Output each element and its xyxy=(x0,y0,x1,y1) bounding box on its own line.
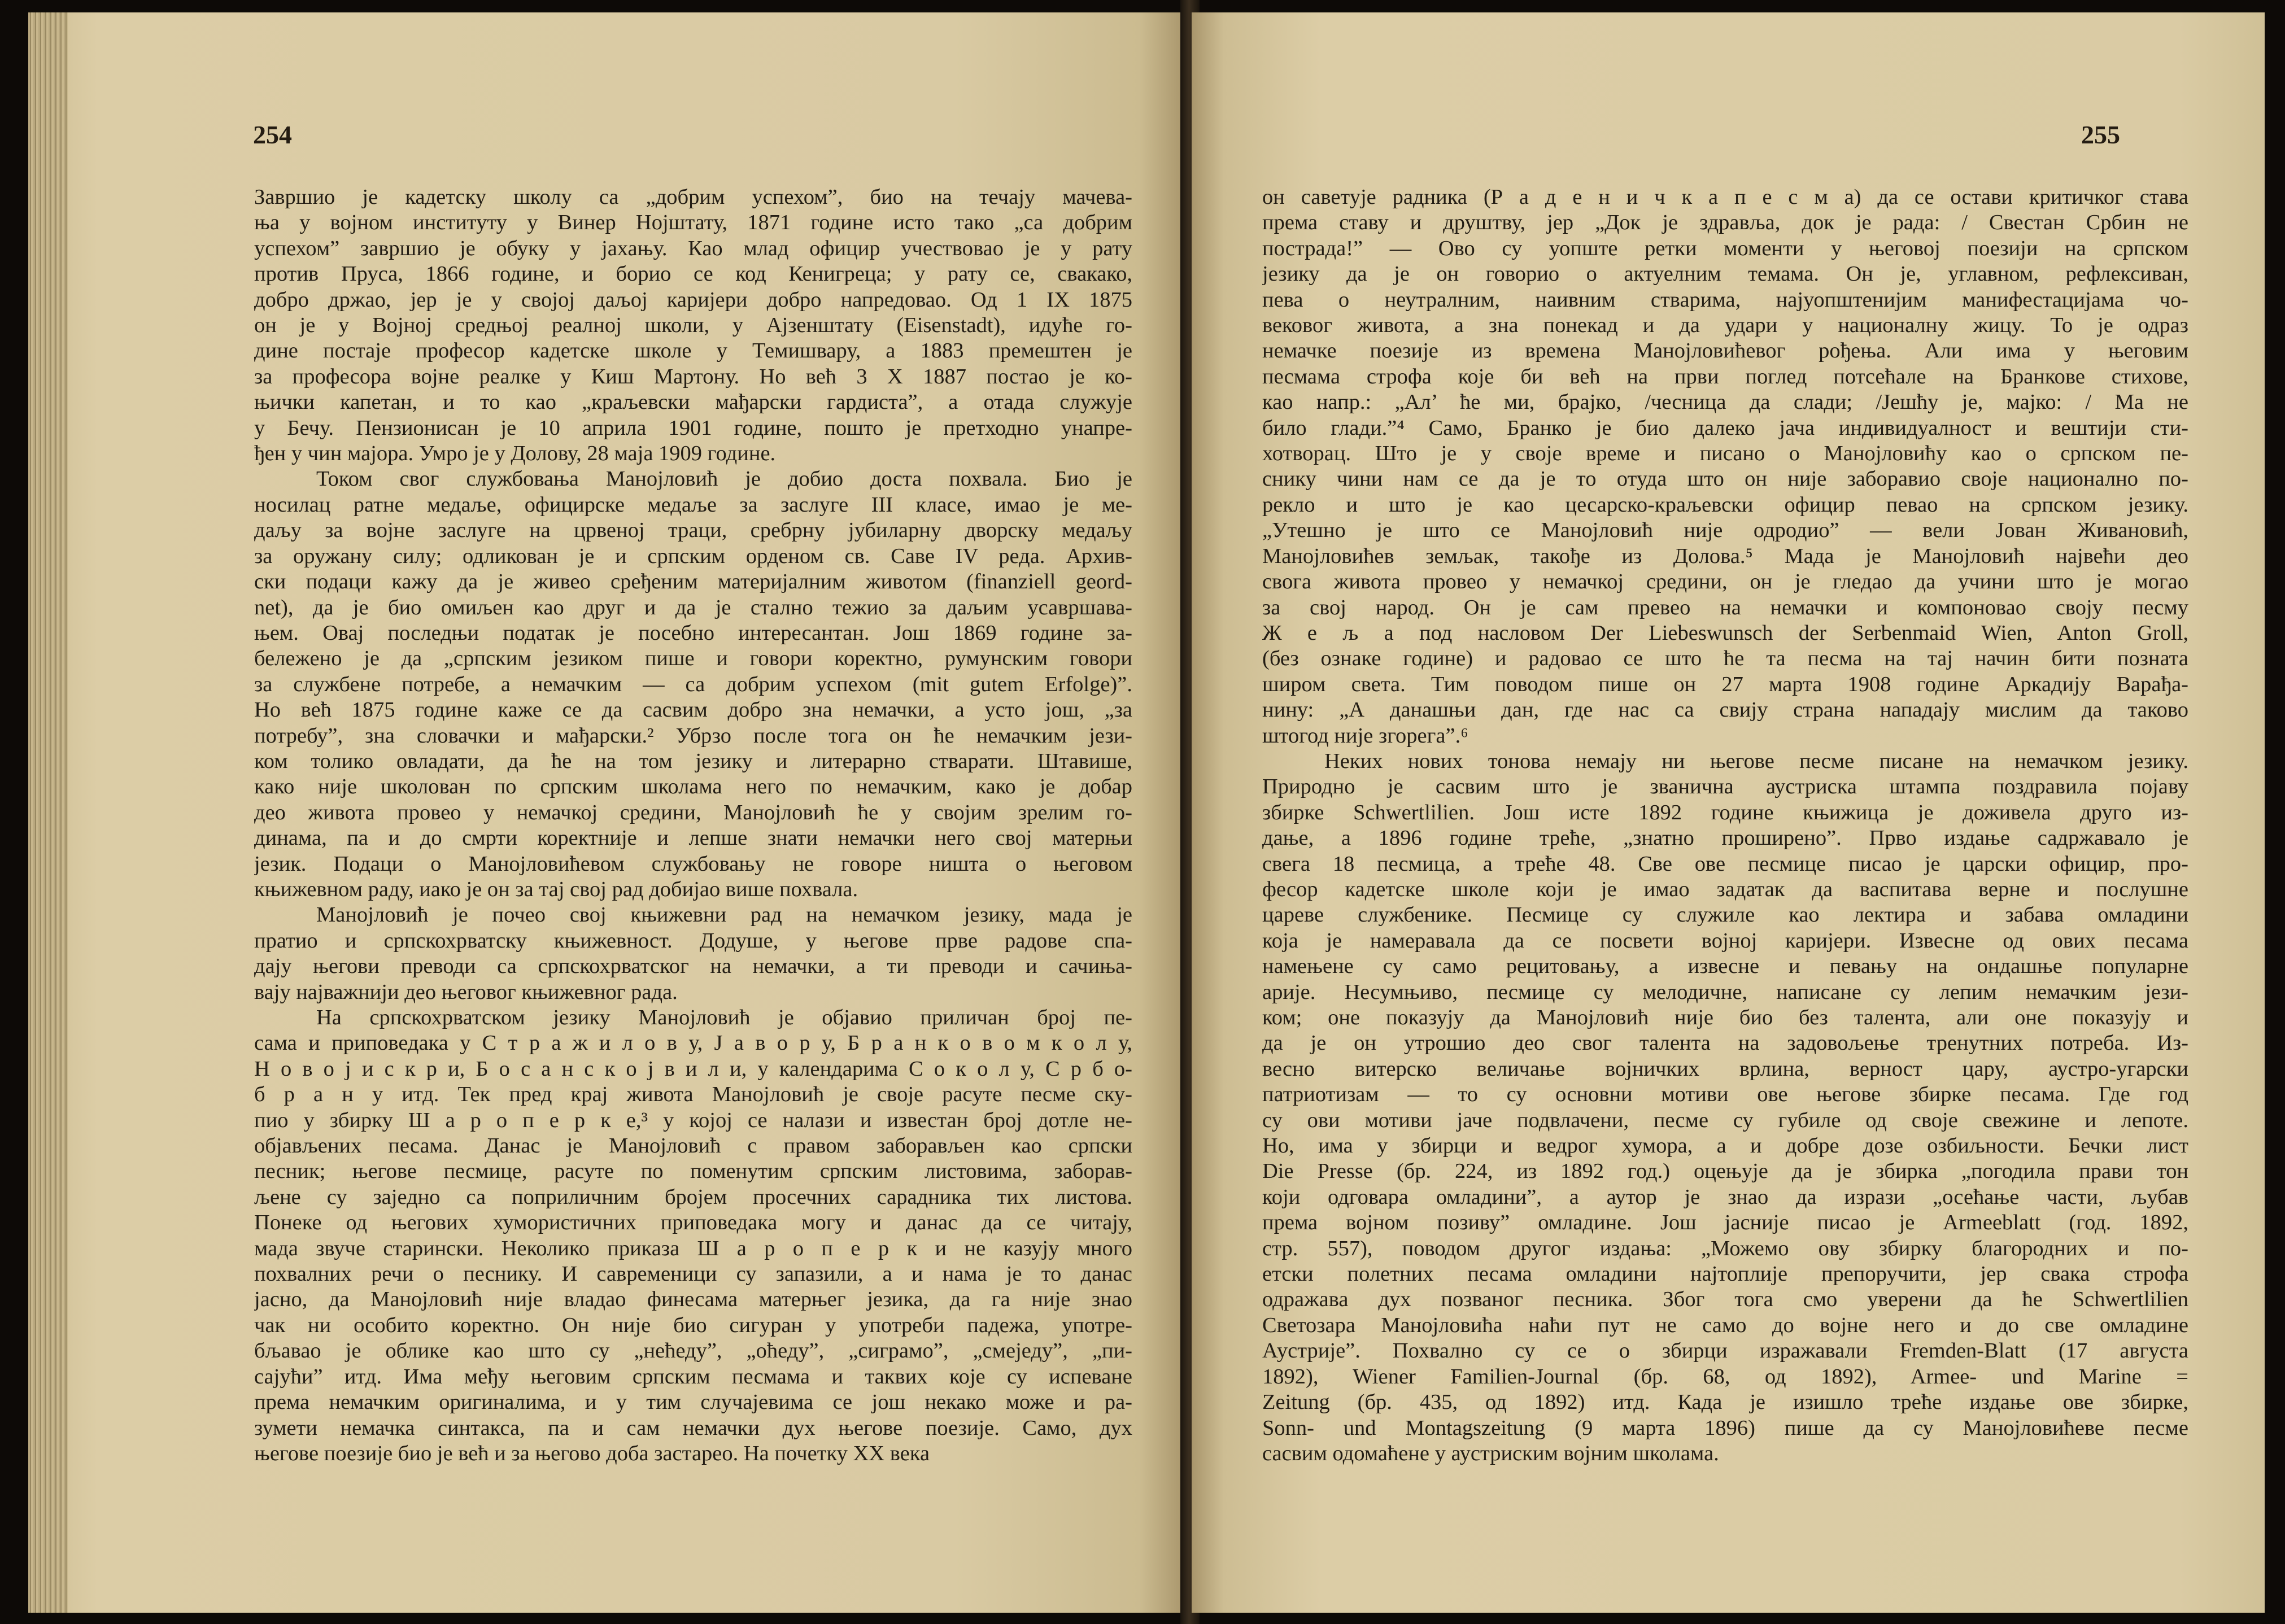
text-line: бележено је да „српским језиком пише и говори коректно, румунским говори xyxy=(254,647,1132,671)
text-line: цареве службенике. Песмице су служиле као лектира и забава омладини xyxy=(1262,903,2188,927)
text-line: песник; његове песмице, расуте по поменутим српским листовима, заборав- xyxy=(254,1159,1132,1184)
text-line: похвалних речи о песнику. И савременици су запазили, а и нама је то данас xyxy=(254,1262,1132,1286)
text-line: чак ни особито коректно. Он није био сигуран у употреби падежа, употре- xyxy=(254,1313,1132,1337)
text-line: су ови мотиви јаче подвлачени, песме су губиле од своје свежине и лепоте. xyxy=(1262,1108,2188,1132)
text-line: Завршио је кадетску школу са „добрим успехом”, био на течају мачева- xyxy=(254,185,1132,209)
text-line: даљу за војне заслуге на црвеној траци, сребрну јубиларну дворску медаљу xyxy=(254,518,1132,543)
text-line: Аустрије”. Похвално су се о збирци изражавали Fremden-Blatt (17 августа xyxy=(1262,1339,2188,1363)
text-line: он саветује радника (Р а д е н и ч к а п е с м а) да се остави критичког става xyxy=(1262,185,2188,209)
text-line: сајући” итд. Има међу његовим српским песмама и таквих које су испеване xyxy=(254,1364,1132,1389)
text-line: нину: „А данашњи дан, где нас са свију страна нападају мислим да таково xyxy=(1262,698,2188,722)
text-line: вековог живота, а зна понекад и да удари у националну жицу. То је одраз xyxy=(1262,313,2188,338)
text-line: фесор кадетске школе који је имао задатак да васпитава верне и послушне xyxy=(1262,877,2188,901)
paragraph xyxy=(254,466,1132,902)
text-line: На српскохрватском језику Манојловић је објавио приличан број пе- xyxy=(316,1006,1132,1029)
text-line: њички капетан, и то као „краљевски мађарски гардиста”, а отада служује xyxy=(254,390,1132,414)
text-line: зумети немачка синтакса, па и сам немачки дух његове поезије. Само, дух xyxy=(254,1416,1132,1440)
text-line: носилац ратне медаље, официрске медаље за заслуге III класе, имао је ме- xyxy=(254,492,1132,517)
text-line: он је у Војној средњој реалној школи, у Ајзенштату (Eisenstadt), идуће го- xyxy=(254,313,1132,338)
text-line: збирке Schwertlilien. Још исте 1892 године књижица је доживела друго из- xyxy=(1262,800,2188,824)
text-line: широм света. Тим поводом пише он 27 марта 1908 године Аркадију Варађа- xyxy=(1262,672,2188,696)
text-line: сама и приповедака у С т р а ж и л о в у, Ј а в о р у, Б р а н к о в о м к о л у, xyxy=(254,1031,1132,1055)
text-line: ски подаци кажу да је живео сређеним материјалним животом (finanziell geord- xyxy=(254,570,1132,594)
text-line: ком толико овладати, да ће на том језику и литерарно стварати. Штавише, xyxy=(254,749,1132,773)
text-line: Манојловићев земљак, такође из Долова.⁵ Мада је Манојловић највећи део xyxy=(1262,544,2188,568)
paragraph xyxy=(254,185,1132,466)
text-line: (без ознаке године) и радовао се што ће та песма на тај начин бити позната xyxy=(1262,647,2188,671)
text-line: мада звуче старински. Неколико приказа Ш а р о п е р к и не казују много xyxy=(254,1236,1132,1260)
text-line: у Бечу. Пензионисан је 10 априла 1901 године, пошто је претходно унапре- xyxy=(254,416,1132,440)
text-line: хотворац. Што је у своје време и писано о Манојловићу као о српском пе- xyxy=(1262,442,2188,466)
text-line: бљавао је облике као што су „нећеду”, „оћеду”, „сиграмо”, „смеједу”, „пи- xyxy=(254,1339,1132,1363)
text-line: како није школован по српским школама него по немачким, како је добар xyxy=(254,775,1132,799)
text-line: Светозара Манојловића наћи пут не само до војне него и до све омладине xyxy=(1262,1313,2188,1337)
text-line: језику да је он говорио о актуелним темама. Он је, углавном, рефлексиван, xyxy=(1262,262,2188,286)
text-line: као напр.: „Ал’ ће ми, брајко, /чесница да слади; /Јешћу је, мајко: / Ма не xyxy=(1262,390,2188,414)
text-line: динама, па и до смрти коректније и лепше знати немачки него свој матерњи xyxy=(254,826,1132,850)
text-line: Sonn- und Montagszeitung (9 марта 1896) пише да су Манојловићеве песме xyxy=(1262,1416,2188,1440)
text-line: Понеке од његових хумористичних приповедака могу и данас да се читају, xyxy=(254,1211,1132,1235)
text-line: потребу”, зна словачки и мађарски.² Убрзо после тога он ће немачким јези- xyxy=(254,723,1132,748)
text-line: стр. 557), поводом другог издања: „Можемо ову збирку благородних и по- xyxy=(1262,1236,2188,1260)
page-number-right: 255 xyxy=(2081,120,2120,149)
text-line: net), да је био омиљен као друг и да је стално тежио за даљим усавршава- xyxy=(254,595,1132,619)
text-line: свога живота провео у немачкој средини, он је гледао да учини што је могао xyxy=(1262,570,2188,594)
text-line: ком; оне показују да Манојловић није био без талента, али оне показују и xyxy=(1262,1006,2188,1029)
text-line: намењене су само рецитовању, а извесне и певању на ондашње популарне xyxy=(1262,954,2188,979)
text-line: Природно је сасвим што је званична аустриска штампа поздравила појаву xyxy=(1262,775,2188,799)
paragraph xyxy=(254,902,1132,1005)
text-line: део живота провео у немачкој средини, Манојловић ће у својим зрелим го- xyxy=(254,800,1132,824)
paragraph xyxy=(1262,185,2188,749)
paragraph xyxy=(1262,749,2188,1466)
page-edges xyxy=(28,12,68,1613)
text-line: његове поезије био је већ и за његово доба застарео. На почетку XX века xyxy=(254,1441,930,1465)
text-line: одражава дух позваног песника. Због тога смо уверени да ће Schwertlilien xyxy=(1262,1287,2188,1312)
text-line: за службене потребе, а немачким — са добрим успехом (mit gutem Erfolge)”. xyxy=(254,672,1132,696)
left-page-text xyxy=(254,185,1132,1466)
text-line: за свој народ. Он је сам превео на немачки и компоновао своју песму xyxy=(1262,595,2188,619)
text-line: Н о в о ј и с к р и, Б о с а н с к о ј в и л и, у календарима С о к о л у, С р б о- xyxy=(254,1057,1132,1081)
text-line: језик. Подаци о Манојловићевом службовању не говоре ништа о његовом xyxy=(254,852,1132,876)
text-line: Ж е љ а под насловом Der Liebeswunsch der Serbenmaid Wien, Anton Groll, xyxy=(1262,621,2188,645)
text-line: весно витерско величање војничких врлина, верност цару, аустро-угарски xyxy=(1262,1057,2188,1081)
text-line: Но већ 1875 године каже се да сасвим добро зна немачки, а усто још, „за xyxy=(254,698,1132,722)
text-line: б р а н у итд. Тек пред крај живота Манојловић је своје расуте песме ску- xyxy=(254,1082,1132,1107)
text-line: успехом” завршио је обуку у јахању. Као млад официр учествовао је у рату xyxy=(254,236,1132,260)
text-line: која је намеравала да се посвети војној каријери. Извесне од ових песама xyxy=(1262,928,2188,953)
text-line: ђен у чин мајора. Умро је у Долову, 28 маја 1909 године. xyxy=(254,442,776,466)
text-line: дине постаје професор кадетске школе у Темишвару, а 1883 премештен је xyxy=(254,339,1132,363)
text-line: рекло и што је као цесарско-краљевски официр певао на српском језику. xyxy=(1262,492,2188,517)
right-page-text xyxy=(1262,185,2188,1466)
text-line: Но, има у збирци и ведрог хумора, а и добре дозе озбиљности. Бечки лист xyxy=(1262,1134,2188,1158)
text-line: да је он утрошио део свог талента на задовољење тренутних потреба. Из- xyxy=(1262,1031,2188,1055)
text-line: ња у војном институту у Винер Нојштату, 1871 године исто тако „са добрим xyxy=(254,211,1132,235)
text-line: дају његови преводи са српскохрватског на немачки, а ти преводи и сачиња- xyxy=(254,954,1132,979)
text-line: против Пруса, 1866 године, и борио се код Кенигреца; у рату се, свакако, xyxy=(254,262,1132,286)
text-line: према ставу и друштву, јер „Док је здравља, док је рада: / Свестан Србин не xyxy=(1262,211,2188,235)
text-line: према војном позиву” омладине. Још јасније писао је Armeeblatt (год. 1892, xyxy=(1262,1211,2188,1235)
text-line: за оружану силу; одликован је и српским орденом св. Саве IV реда. Архив- xyxy=(254,544,1132,568)
text-line: пио у збирку Ш а р о п е р к е,³ у којој се налази и известан број дотле не- xyxy=(254,1108,1132,1132)
paragraph xyxy=(254,1005,1132,1466)
text-line: Манојловић је почео свој књижевни рад на немачком језику, мада је xyxy=(316,903,1132,927)
text-line: њем. Овај последњи податак је посебно интересантан. Још 1869 године за- xyxy=(254,621,1132,645)
text-line: љене су заједно са поприличним бројем просечних сарадника тих листова. xyxy=(254,1185,1132,1209)
text-line: Zeitung (бр. 435, од 1892) итд. Када је изишло треће издање ове збирке, xyxy=(1262,1390,2188,1415)
page-number-left: 254 xyxy=(253,120,292,149)
text-line: према немачким оригиналима, и у тим случајевима се још некако може и ра- xyxy=(254,1390,1132,1415)
text-line: патриотизам — то су основни мотиви ове његове збирке песама. Где год xyxy=(1262,1082,2188,1107)
text-line: пева о неутралним, наивним стварима, најуопштенијим манифестацијама чо- xyxy=(1262,287,2188,312)
text-line: који одговара омладини”, а аутор је знао да изрази „осећање части, љубав xyxy=(1262,1185,2188,1209)
text-line: „Утешно је што се Манојловић није одродио” — вели Јован Живановић, xyxy=(1262,518,2188,543)
text-line: пострада!” — Ово су уопште ретки моменти у његовој поезији на српском xyxy=(1262,236,2188,260)
text-line: етски полетних песама омладини најтоплије препоручити, јер свака строфа xyxy=(1262,1262,2188,1286)
text-line: Током свог службовања Манојловић је добио доста похвала. Био је xyxy=(316,467,1132,491)
left-page xyxy=(28,12,1186,1613)
text-line: пратио и српскохрватску књижевност. Додуше, у његове прве радове спа- xyxy=(254,928,1132,953)
text-line: дање, а 1896 године треће, „знатно проширено”. Прво издање садржавало је xyxy=(1262,826,2188,850)
text-line: Die Presse (бр. 224, из 1892 год.) оцењује да је збирка „погодила прави тон xyxy=(1262,1159,2188,1184)
right-page xyxy=(1192,12,2265,1613)
text-line: снику чини нам се да је то отуда што он није заборавио своје национално по- xyxy=(1262,467,2188,491)
text-line: добро држао, јер је у својој даљој каријери добро напредовао. Од 1 IX 1875 xyxy=(254,287,1132,312)
text-line: књижевном раду, иако је он за тај свој рад добијао више похвала. xyxy=(254,877,858,901)
text-line: вају најважнији део његовог књижевног рада. xyxy=(254,980,678,1004)
text-line: за професора војне реалке у Киш Мартону. Но већ 3 X 1887 постао је ко- xyxy=(254,364,1132,388)
text-line: немачке поезије из времена Манојловићевог рођења. Али има у његовим xyxy=(1262,339,2188,363)
text-line: свега 18 песмица, а треће 48. Све ове песмице писао је царски официр, про- xyxy=(1262,852,2188,876)
text-line: јасно, да Манојловић није владао финесама матерњег језика, да га није знао xyxy=(254,1287,1132,1312)
text-line: објављених песама. Данас је Манојловић с правом заборављен као српски xyxy=(254,1134,1132,1158)
text-line: песмама строфа које би већ на први поглед потсећале на Бранкове стихове, xyxy=(1262,364,2188,388)
text-line: арије. Несумњиво, песмице су мелодичне, написане су лепим немачким јези- xyxy=(1262,980,2188,1004)
text-line: Неких нових тонова немају ни његове песме писане на немачком језику. xyxy=(1324,749,2188,773)
text-line: штогод није згорега”.⁶ xyxy=(1262,723,1468,748)
text-line: било глади.”⁴ Само, Бранко је био далеко јача индивидуалност и вештији сти- xyxy=(1262,416,2188,440)
text-line: сасвим одомаћене у аустриским војним школама. xyxy=(1262,1441,1719,1465)
text-line: 1892), Wiener Familien-Journal (бр. 68, од 1892), Armee- und Marine = xyxy=(1262,1364,2188,1389)
